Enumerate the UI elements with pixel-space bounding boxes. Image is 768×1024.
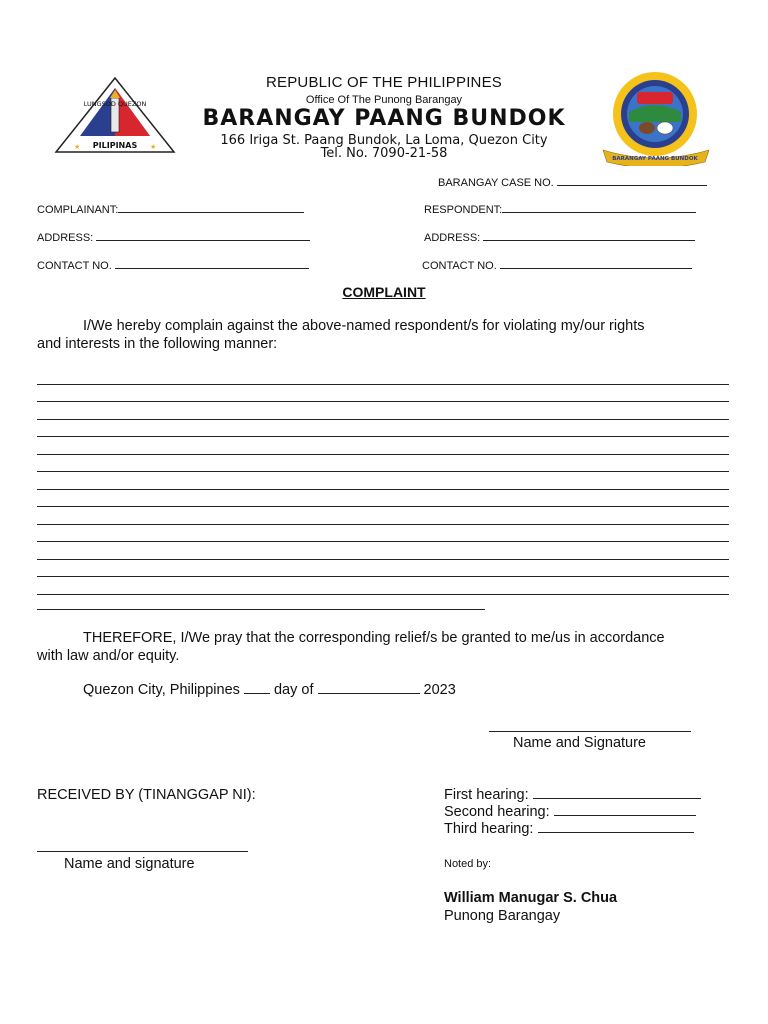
contact-right-row [422, 257, 692, 272]
detail-line[interactable] [37, 609, 485, 610]
republic-heading: REPUBLIC OF THE PHILIPPINES [265, 74, 503, 91]
second-hearing-row [444, 804, 696, 820]
received-signature-line[interactable] [37, 851, 248, 852]
svg-text:★: ★ [150, 144, 157, 151]
complainant-label: COMPLAINANT: [37, 204, 119, 216]
respondent-label: RESPONDENT: [424, 204, 503, 216]
detail-line[interactable] [37, 436, 729, 437]
complaint-para1-line2: and interests in the following manner: [37, 336, 278, 352]
second-hearing-field[interactable] [554, 804, 696, 816]
detail-line[interactable] [37, 524, 729, 525]
contact-left-field[interactable] [115, 257, 309, 269]
noted-by-label: Noted by: [444, 858, 492, 870]
noted-by-name: William Manugar S. Chua [444, 890, 618, 906]
complaint-para1-line1: I/We hereby complain against the above-named respondent/s for violating my/our rights [83, 318, 645, 334]
seal-ribbon-text: BARANGAY PAANG BUNDOK [612, 156, 698, 162]
month-field[interactable] [318, 682, 420, 694]
svg-text:★: ★ [74, 144, 81, 151]
seal-top-text: LUNGSOD QUEZON [83, 100, 147, 108]
complaint-para2-line2: with law and/or equity. [37, 648, 180, 664]
detail-line[interactable] [37, 454, 729, 455]
case-no-row [438, 174, 707, 189]
third-hearing-label: Third hearing: [444, 821, 534, 837]
barangay-tel: Tel. No. 7090-21-58 [320, 146, 448, 161]
received-signature-label: Name and signature [64, 856, 195, 872]
contact-right-label: CONTACT NO. [422, 260, 497, 272]
second-hearing-label: Second hearing: [444, 804, 550, 820]
detail-line[interactable] [37, 576, 729, 577]
detail-line[interactable] [37, 471, 729, 472]
contact-left-row [37, 257, 309, 272]
detail-line[interactable] [37, 401, 729, 402]
respondent-row [424, 201, 696, 216]
complainant-row [37, 201, 304, 216]
detail-line[interactable] [37, 384, 729, 385]
address-right-field[interactable] [483, 229, 695, 241]
office-heading: Office Of The Punong Barangay [305, 94, 463, 106]
complaint-title: COMPLAINT [342, 284, 426, 300]
date-row [83, 682, 456, 698]
first-hearing-field[interactable] [533, 787, 701, 799]
complaint-para2-line1: THEREFORE, I/We pray that the corresponding relief/s be granted to me/us in accordance [83, 630, 665, 646]
noted-by-title: Punong Barangay [444, 908, 561, 924]
contact-right-field[interactable] [500, 257, 692, 269]
detail-line[interactable] [37, 559, 729, 560]
case-no-field[interactable] [557, 174, 707, 186]
third-hearing-row [444, 821, 694, 837]
day-field[interactable] [244, 682, 270, 694]
complainant-signature-label: Name and Signature [513, 735, 646, 751]
third-hearing-field[interactable] [538, 821, 694, 833]
year-text: 2023 [423, 682, 456, 698]
detail-line[interactable] [37, 506, 729, 507]
address-right-row [424, 229, 695, 244]
day-of-text: day of [273, 682, 314, 698]
address-left-field[interactable] [96, 229, 310, 241]
complainant-signature-line[interactable] [489, 731, 691, 732]
received-by-label: RECEIVED BY (TINANGGAP NI): [37, 787, 256, 803]
complainant-field[interactable] [118, 201, 304, 213]
respondent-field[interactable] [502, 201, 696, 213]
address-left-label: ADDRESS: [37, 232, 94, 244]
case-no-label: BARANGAY CASE NO. [438, 177, 554, 189]
barangay-name: BARANGAY PAANG BUNDOK [202, 106, 566, 131]
address-right-label: ADDRESS: [424, 232, 481, 244]
detail-line[interactable] [37, 419, 729, 420]
seal-bottom-text: PILIPINAS [92, 141, 138, 150]
detail-line[interactable] [37, 489, 729, 490]
first-hearing-label: First hearing: [444, 787, 529, 803]
address-left-row [37, 229, 310, 244]
detail-line[interactable] [37, 594, 729, 595]
place-prefix: Quezon City, Philippines [83, 682, 240, 698]
first-hearing-row [444, 787, 701, 803]
barangay-address: 166 Iriga St. Paang Bundok, La Loma, Quezon City [220, 133, 548, 148]
contact-left-label: CONTACT NO. [37, 260, 112, 272]
detail-line[interactable] [37, 541, 729, 542]
